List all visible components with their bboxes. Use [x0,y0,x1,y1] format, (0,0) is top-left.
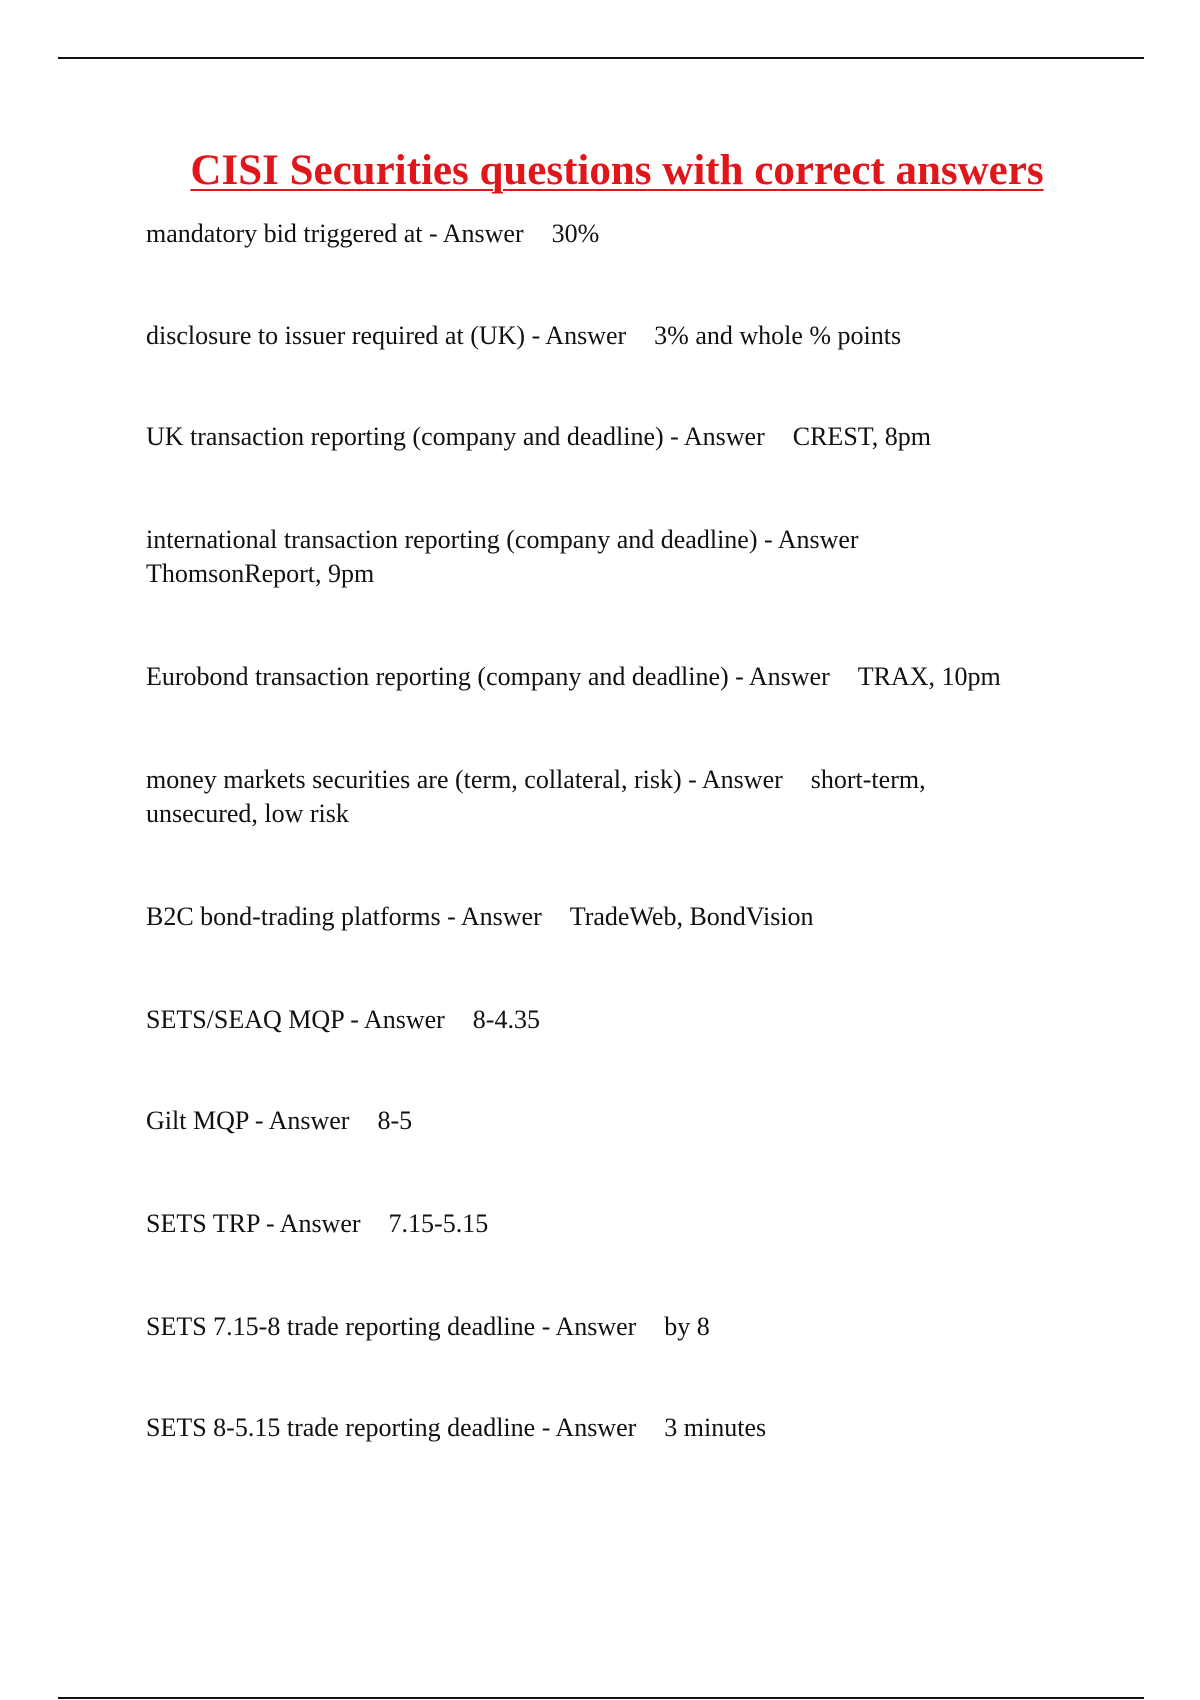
answer-text: 8-5 [377,1106,413,1135]
answer-label: - Answer [265,1209,361,1238]
answer-label: - Answer [447,902,542,931]
question-text: SETS 7.15-8 trade reporting deadline [146,1312,536,1341]
question-text: SETS/SEAQ MQP [146,1005,344,1034]
answer-text: by 8 [664,1312,710,1341]
answer-text: ThomsonReport, 9pm [146,559,375,588]
question-text: Gilt MQP [146,1106,249,1135]
answer-label: - Answer [429,219,524,248]
answer-text: 3% and whole % points [654,321,902,350]
answer-label: - Answer [541,1413,637,1442]
answer-label: - Answer [670,422,765,451]
qa-item [146,217,1096,251]
qa-item [146,763,1006,831]
answer-text: CREST, 8pm [792,422,931,451]
qa-item [146,319,1096,353]
top-rule [58,57,1144,59]
qa-item [146,1411,1096,1445]
answer-text: 7.15-5.15 [388,1209,489,1238]
answer-text: TradeWeb, BondVision [569,902,814,931]
qa-item [146,1003,1096,1037]
answer-label: - Answer [254,1106,350,1135]
answer-text: short-term, unsecured, low risk [146,765,926,828]
bottom-rule [58,1697,1144,1699]
question-text: SETS 8-5.15 trade reporting deadline [146,1413,536,1442]
answer-label: - Answer [350,1005,445,1034]
question-text: mandatory bid triggered at [146,219,423,248]
question-text: UK transaction reporting (company and deadline) [146,422,664,451]
answer-text: 8-4.35 [472,1005,540,1034]
answer-label: - Answer [764,525,859,554]
qa-item [146,523,1096,591]
answer-text: 30% [551,219,600,248]
question-text: international transaction reporting (company and deadline) [146,525,758,554]
question-text: Eurobond transaction reporting (company and deadline) [146,662,729,691]
answer-text: 3 minutes [664,1413,767,1442]
answer-label: - Answer [735,662,830,691]
question-text: money markets securities are (term, collateral, risk) [146,765,682,794]
qa-item [146,420,1096,454]
qa-item [146,1104,1096,1138]
qa-item [146,660,1096,694]
question-text: disclosure to issuer required at (UK) [146,321,526,350]
answer-label: - Answer [541,1312,637,1341]
page-title: CISI Securities questions with correct answers [190,147,1044,194]
question-text: SETS TRP [146,1209,260,1238]
answer-label: - Answer [688,765,783,794]
answer-label: - Answer [531,321,627,350]
qa-item [146,900,1096,934]
answer-text: TRAX, 10pm [857,662,1001,691]
qa-item [146,1310,1096,1344]
question-text: B2C bond-trading platforms [146,902,441,931]
qa-item [146,1207,1096,1241]
